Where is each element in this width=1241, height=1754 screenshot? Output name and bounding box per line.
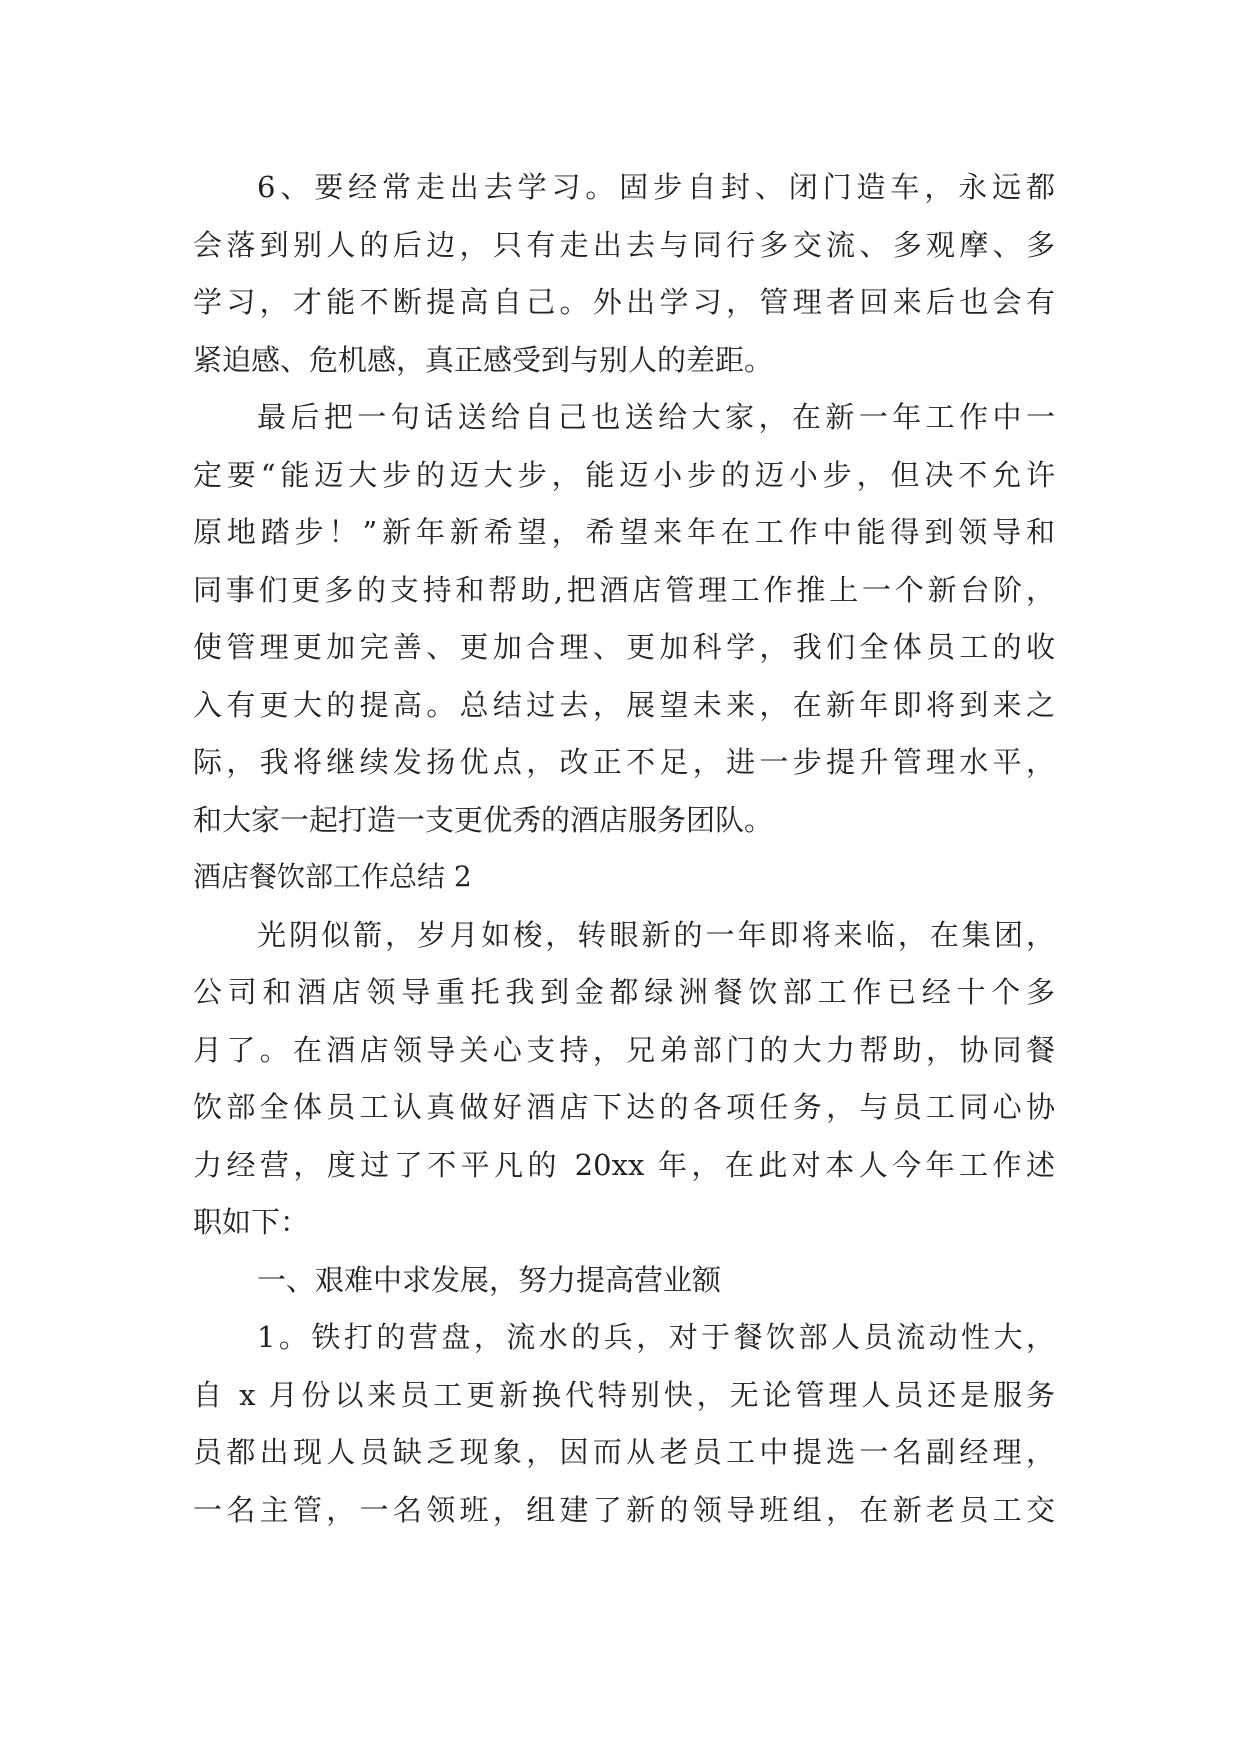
paragraph-line: 饮部全体员工认真做好酒店下达的各项任务，与员工同心协: [193, 1090, 1055, 1124]
paragraph-line: 月了。在酒店领导关心支持，兄弟部门的大力帮助，协同餐: [193, 1033, 1055, 1067]
paragraph-line: 入有更大的提高。总结过去，展望未来，在新年即将到来之: [193, 688, 1055, 722]
paragraph-line: 会落到别人的后边，只有走出去与同行多交流、多观摩、多: [193, 228, 1055, 262]
paragraph-line: 定要“能迈大步的迈大步，能迈小步的迈小步，但决不允许: [193, 458, 1055, 492]
paragraph-line: 一名主管，一名领班，组建了新的领导班组，在新老员工交: [193, 1493, 1055, 1527]
paragraph-line: 力经营，度过了不平凡的 20xx 年，在此对本人今年工作述: [193, 1148, 1055, 1182]
section-heading: 酒店餐饮部工作总结 2: [193, 860, 472, 893]
paragraph-line: 使管理更加完善、更加合理、更加科学，我们全体员工的收: [193, 630, 1055, 664]
paragraph-line: 1。铁打的营盘，流水的兵，对于餐饮部人员流动性大，: [257, 1320, 1055, 1354]
paragraph-line: 同事们更多的支持和帮助,把酒店管理工作推上一个新台阶，: [193, 573, 1055, 607]
paragraph-line: 光阴似箭，岁月如梭，转眼新的一年即将来临，在集团，: [257, 918, 1055, 952]
paragraph-line: 职如下：: [193, 1205, 310, 1239]
paragraph-line: 学习，才能不断提高自己。外出学习，管理者回来后也会有: [193, 285, 1055, 319]
paragraph-line: 员都出现人员缺乏现象，因而从老员工中提选一名副经理，: [193, 1435, 1055, 1469]
paragraph-line: 6、要经常走出去学习。固步自封、闭门造车，永远都: [257, 170, 1055, 204]
paragraph-line: 原地踏步！”新年新希望，希望来年在工作中能得到领导和: [193, 515, 1055, 549]
paragraph-line: 公司和酒店领导重托我到金都绿洲餐饮部工作已经十个多: [193, 975, 1055, 1009]
paragraph-line: 自 x 月份以来员工更新换代特别快，无论管理人员还是服务: [193, 1378, 1055, 1412]
paragraph-line: 最后把一句话送给自己也送给大家，在新一年工作中一: [257, 400, 1055, 434]
paragraph-line: 和大家一起打造一支更优秀的酒店服务团队。: [193, 803, 774, 837]
paragraph-line: 紧迫感、危机感，真正感受到与别人的差距。: [193, 343, 774, 377]
paragraph-line: 际，我将继续发扬优点，改正不足，进一步提升管理水平，: [193, 745, 1055, 779]
subheading: 一、艰难中求发展，努力提高营业额: [257, 1263, 722, 1297]
